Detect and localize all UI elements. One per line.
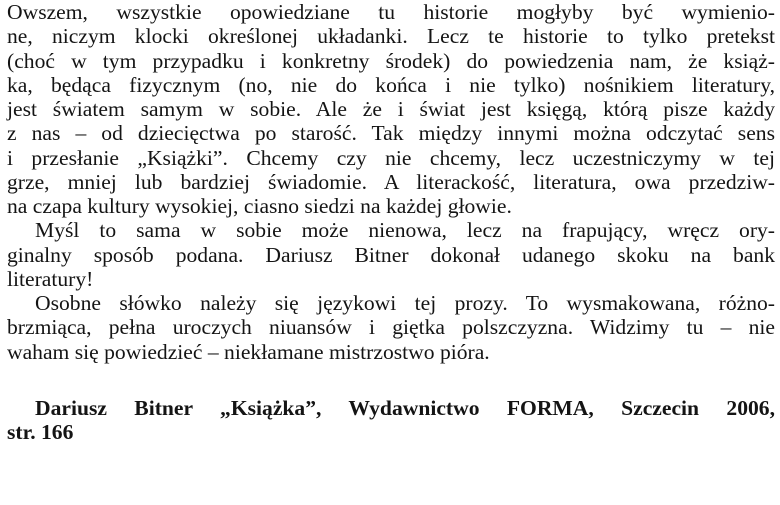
text-line: grze, mniej lub bardziej świadomie. A literackość, literatura, owa przedziw- <box>7 169 775 194</box>
text-line: brzmiąca, pełna uroczych niuansów i giętka polszczyzna. Widzimy tu – nie <box>7 315 775 340</box>
text-line: Myśl to sama w sobie może nienowa, lecz na frapujący, wręcz ory- <box>35 218 775 243</box>
section-spacer <box>7 364 775 396</box>
book-citation <box>7 396 775 445</box>
citation-line: Dariusz Bitner „Książka”, Wydawnictwo FORMA, Szczecin 2006, <box>35 395 775 420</box>
review-text <box>7 0 775 444</box>
paragraph-2 <box>7 218 775 291</box>
text-line: i przesłanie „Książki”. Chcemy czy nie chcemy, lecz uczestniczymy w tej <box>7 145 775 170</box>
text-line: Owszem, wszystkie opowiedziane tu historie mogłyby być wymienio- <box>7 0 775 24</box>
text-line: (choć w tym przypadku i konkretny środek) do powiedzenia nam, że książ- <box>7 48 775 73</box>
text-line: jest światem samym w sobie. Ale że i świat jest księgą, którą pisze każdy <box>7 97 775 121</box>
paragraph-3 <box>7 291 775 364</box>
text-line: Osobne słówko należy się językowi tej prozy. To wysmakowana, różno- <box>35 291 775 315</box>
text-line: z nas – od dziecięctwa po starość. Tak między innymi można odczytać sens <box>7 121 775 146</box>
text-line: literatury! <box>7 266 94 291</box>
paragraph-1 <box>7 0 775 218</box>
text-line: ka, będąca fizycznym (no, nie do końca i nie tylko) nośnikiem literatury, <box>7 72 775 97</box>
text-line: ginalny sposób podana. Dariusz Bitner dokonał udanego skoku na bank <box>7 242 775 267</box>
text-line: waham się powiedzieć – niekłamane mistrzostwo pióra. <box>7 339 490 364</box>
text-line: na czapa kultury wysokiej, ciasno siedzi na każdej głowie. <box>7 194 512 218</box>
citation-line: str. 166 <box>7 420 74 444</box>
text-line: ne, niczym klocki określonej układanki. Lecz te historie to tylko pretekst <box>7 24 775 49</box>
